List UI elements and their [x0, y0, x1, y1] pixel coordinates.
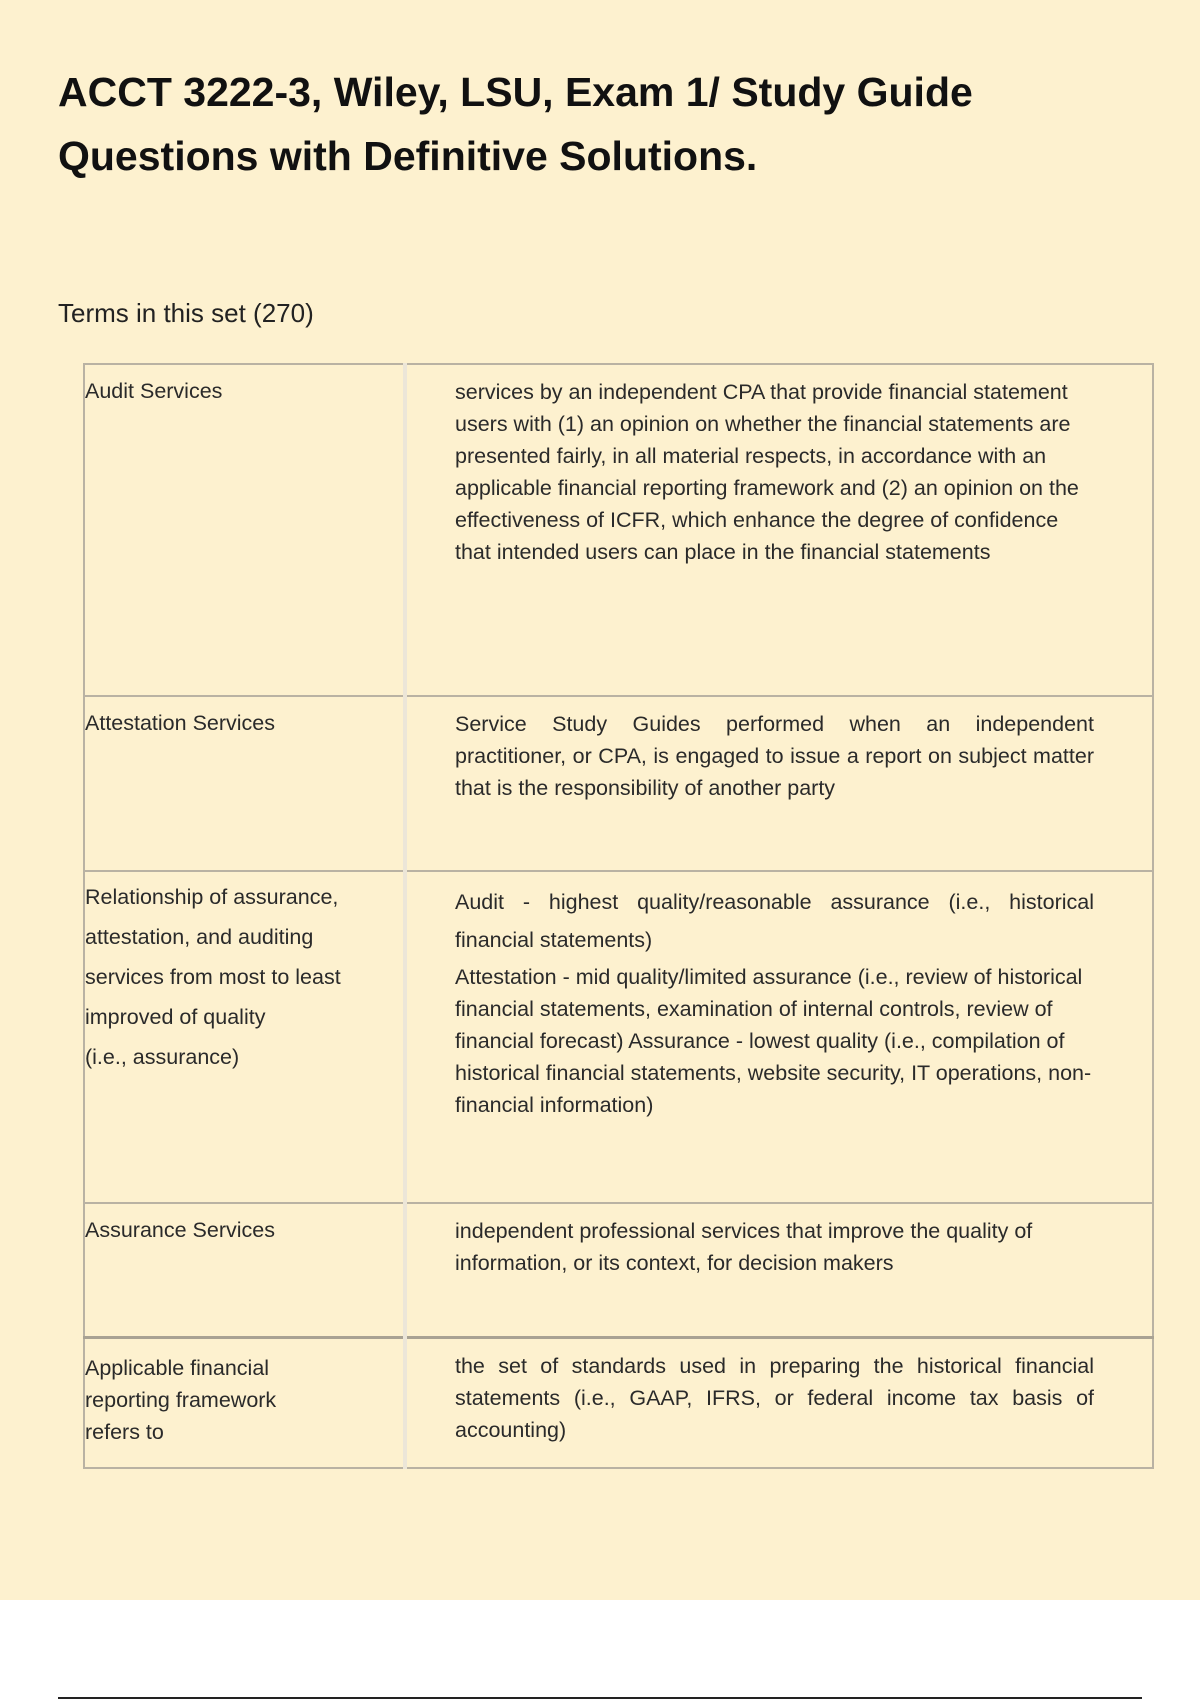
- definition-text: services by an independent CPA that provide financial statement users with (1) an opinion on whether the financial statements are presented fairly, in all material respects, in accordance with an applicable financial reporting framework and (2) an opinion on the effectiveness of ICFR, which enhance the degree of confidence that intended users can place in the financial statements: [455, 380, 1079, 564]
- term-cell: [84, 364, 405, 696]
- table-row: [84, 1338, 1153, 1469]
- document-title: [58, 60, 1058, 188]
- document-title-line1: ACCT 3222-3, Wiley, LSU, Exam 1/ Study Guide: [58, 69, 973, 115]
- definition-text: [407, 872, 1152, 1121]
- footer-divider: [58, 1697, 1142, 1699]
- definition-text: Service Study Guides performed when an independent practitioner, or CPA, is engaged to issue a report on subject matter that is the responsibility of another party: [455, 712, 1094, 800]
- table-row: [84, 696, 1153, 871]
- term-cell: [84, 696, 405, 871]
- term-text: Applicable financial reporting framework refers to: [85, 1356, 277, 1444]
- term-cell: [84, 1338, 405, 1469]
- definition-cell: [405, 871, 1153, 1203]
- term-cell: [84, 871, 405, 1203]
- term-text: Assurance Services: [85, 1218, 275, 1242]
- definition-paragraph: Attestation - mid quality/limited assurance (i.e., review of historical financial statements, examination of internal controls, review of financial forecast) Assurance - lowest quality (i.e., compilation of historical financial statements, website security, IT operations, non-financial information): [455, 965, 1092, 1117]
- definition-paragraph: Audit - highest quality/reasonable assurance (i.e., historical financial statements): [455, 890, 1094, 952]
- table-row: [84, 871, 1153, 1203]
- table-row: [84, 1203, 1153, 1338]
- document-title-line2: Questions with Definitive Solutions.: [58, 133, 758, 179]
- term-text: Attestation Services: [85, 711, 276, 735]
- term-text: Relationship of assurance, attestation, and auditing services from most to least improved of quality (i.e., assurance): [85, 885, 341, 1069]
- terms-count: Terms in this set (270): [58, 298, 314, 328]
- definition-cell: [405, 696, 1153, 871]
- definition-text: independent professional services that improve the quality of information, or its context, for decision makers: [455, 1219, 1033, 1275]
- definition-cell: [405, 1338, 1153, 1469]
- table-row: [84, 364, 1153, 696]
- definition-cell: [405, 364, 1153, 696]
- term-text: Audit Services: [85, 379, 223, 403]
- term-cell: [84, 1203, 405, 1338]
- definition-text: the set of standards used in preparing the historical financial statements (i.e., GAAP, IFRS, or federal income tax basis of accounting): [455, 1354, 1094, 1442]
- definition-cell: [405, 1203, 1153, 1338]
- terms-table: [83, 363, 1154, 1469]
